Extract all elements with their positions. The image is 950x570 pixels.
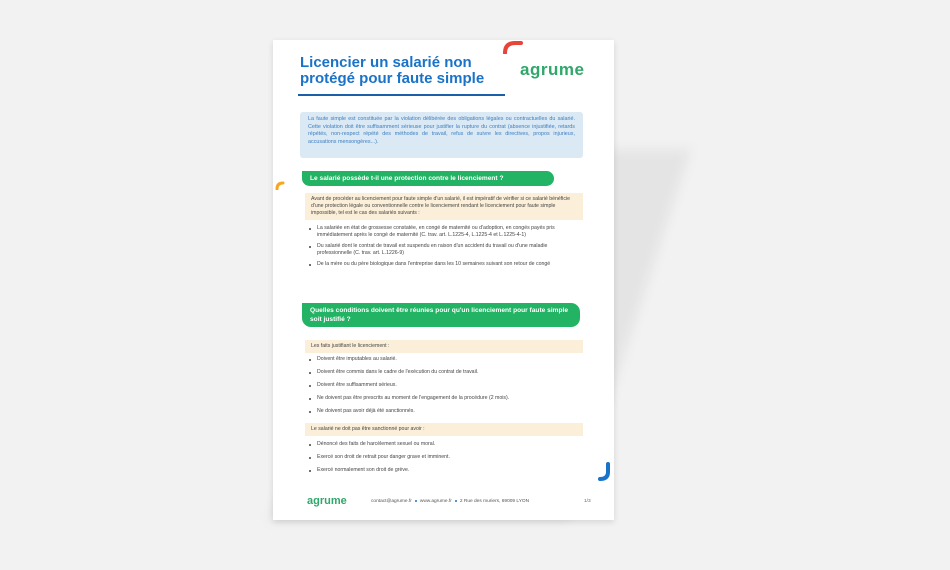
list-item: Ne doivent pas avoir déjà été sanctionnés. [305, 408, 583, 415]
section1-bullets [305, 225, 583, 268]
separator-dot-icon [455, 500, 457, 502]
orange-arc-accent-icon [275, 180, 285, 190]
footer-website[interactable]: www.agrume.fr [419, 499, 452, 504]
footer-contact [371, 499, 529, 504]
brand-logo: agrume [520, 60, 585, 79]
footer-brand-logo: agrume [307, 495, 347, 507]
document-page [273, 40, 614, 520]
list-item: Ne doivent pas être prescrits au moment de l'engagement de la procédure (2 mois). [305, 395, 583, 402]
list-item: De la mère ou du père biologique dans l'entreprise dans les 10 semaines suivant son retour de congé [305, 261, 583, 268]
blue-arc-accent-icon [596, 462, 612, 482]
section1-callout: Avant de procéder au licenciement pour faute simple d'un salarié, il est impératif de vérifier si ce salarié bénéficie d'une protection légale ou conventionnelle contre le licenciement rendant le licenciement pour faute simple impossible, tel est le cas des salariés suivants : [305, 193, 583, 220]
section1-heading: Le salarié possède t-il une protection contre le licenciement ? [302, 171, 554, 186]
list-item: Doivent être commis dans le cadre de l'exécution du contrat de travail. [305, 369, 583, 376]
list-item: Doivent être imputables au salarié. [305, 356, 583, 363]
footer-address: 2 Rue des muriers, 69009 LYON [459, 499, 530, 504]
intro-box: La faute simple est constituée par la violation délibérée des obligations légales ou contractuelles du salarié. Cette violation doit être suffisamment sérieuse pour justifier la rupture du contrat (absence injustifiée, retards répétés, non-respect répété des méthodes de travail, refus de suivre les directives, propos injurieux, accusations mensongères...). [300, 112, 583, 158]
section2-bullets-facts [305, 356, 583, 415]
list-item: Exercé son droit de retrait pour danger grave et imminent. [305, 454, 583, 461]
document-title: Licencier un salarié non protégé pour faute simple [300, 54, 485, 87]
list-item: Exercé normalement son droit de grève. [305, 467, 583, 474]
list-item: Du salarié dont le contrat de travail est suspendu en raison d'un accident du travail ou d'une maladie professionnelle (C. trav. art. L.1226-9) [305, 243, 583, 257]
list-item: La salariée en état de grossesse constatée, en congé de maternité ou d'adoption, en congés payés pris immédiatement après le congé de maternité (C. trav. art. L.1225-4, L.1225-4 et L.1225-4-1) [305, 225, 583, 239]
list-item: Doivent être suffisamment sérieux. [305, 382, 583, 389]
section2-callout-sanction: Le salarié ne doit pas être sanctionné pour avoir : [305, 423, 583, 436]
page-number: 1/3 [584, 499, 591, 504]
footer-email[interactable]: contact@agrume.fr [371, 499, 412, 504]
title-underline [298, 94, 505, 96]
section2-callout-facts: Les faits justifiant le licenciement : [305, 340, 583, 353]
separator-dot-icon [415, 500, 417, 502]
section2-heading: Quelles conditions doivent être réunies pour qu'un licenciement pour faute simple soit justifié ? [302, 303, 580, 327]
red-arc-accent-icon [503, 40, 523, 54]
list-item: Dénoncé des faits de harcèlement sexuel ou moral. [305, 441, 583, 448]
section2-bullets-sanction [305, 441, 583, 474]
